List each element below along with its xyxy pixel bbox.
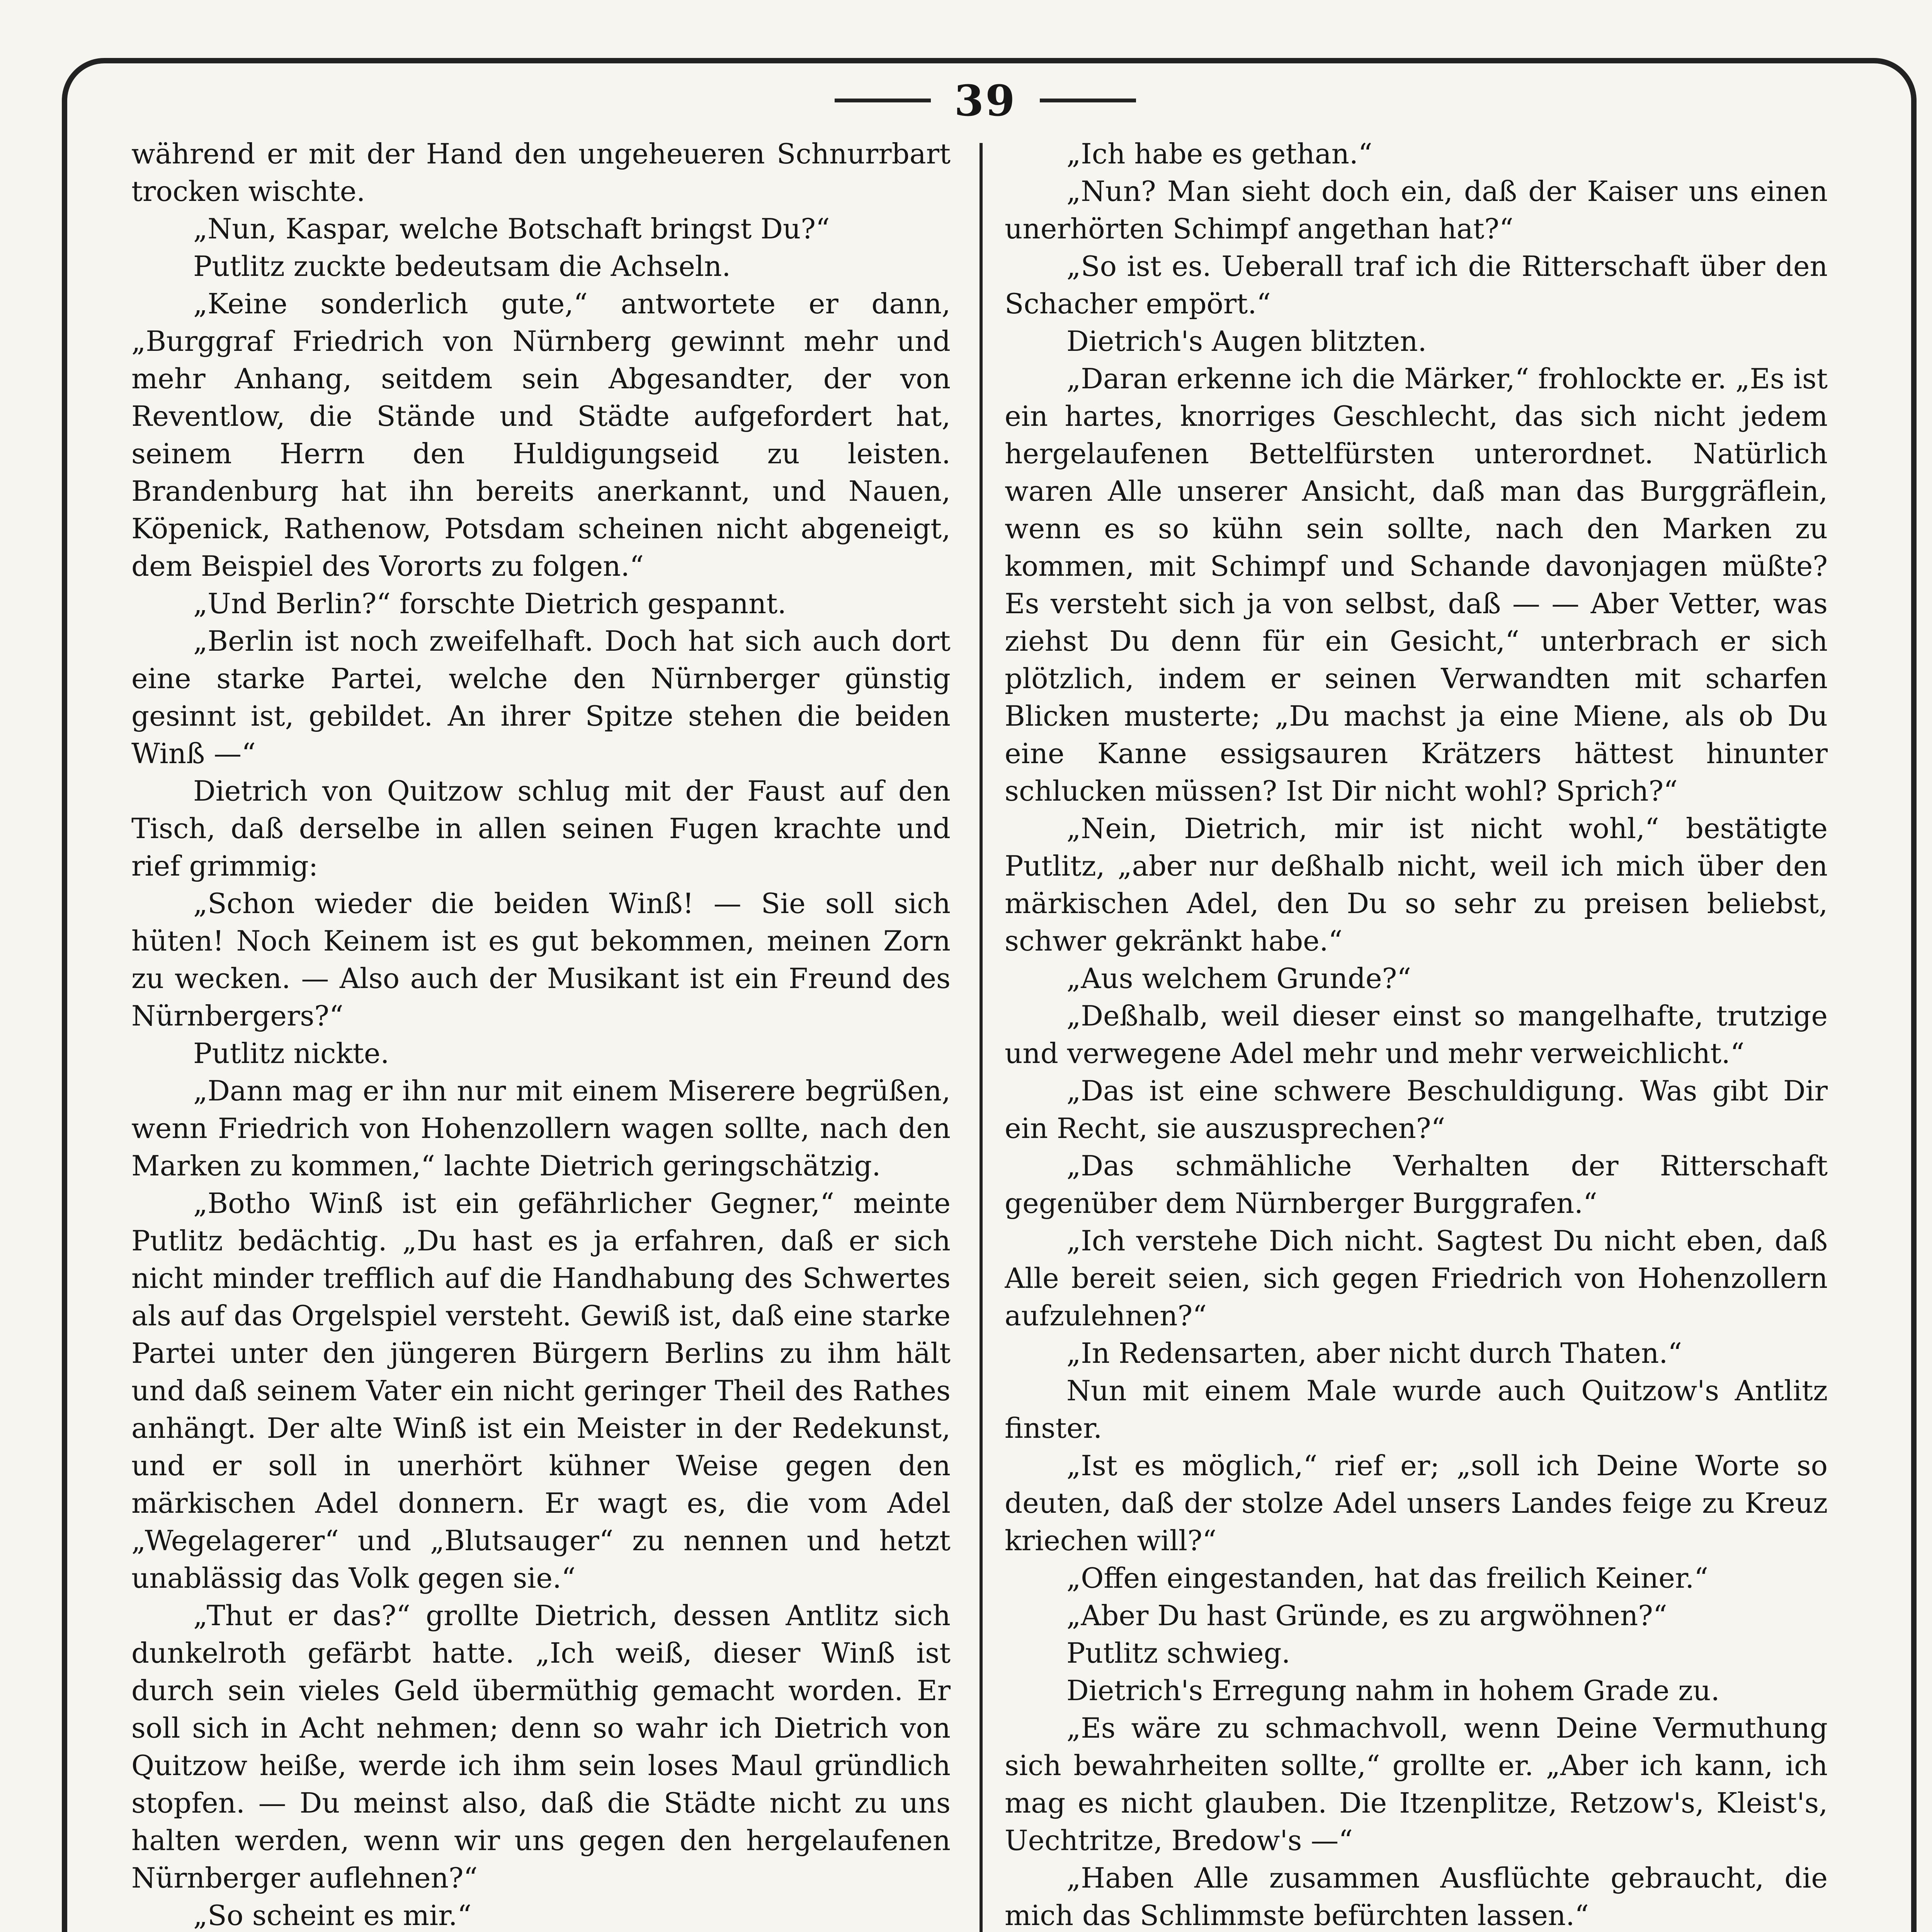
paragraph: Putlitz nickte. — [193, 1037, 389, 1070]
paragraph: Dietrich's Erregung nahm in hohem Grade zu. — [1066, 1674, 1720, 1707]
paragraph: „So scheint es mir.“ — [193, 1899, 472, 1932]
header-rule-right — [1040, 99, 1136, 102]
paragraph: „Das schmähliche Verhalten der Ritterschaft gegenüber dem Nürnberger Burggrafen.“ — [1005, 1150, 1828, 1219]
paragraph: „Es wäre zu schmachvoll, wenn Deine Vermuthung sich bewahrheiten sollte,“ grollte er. „Aber ich kann, ich mag es nicht glauben. Die Itzenplitze, Retzow's, Kleist's, Uechtritze, Bredow's —“ — [1005, 1712, 1828, 1857]
paragraph: Putlitz zuckte bedeutsam die Achseln. — [193, 250, 731, 282]
paragraph: Dietrich's Augen blitzten. — [1066, 325, 1427, 357]
paragraph: „Thut er das?“ grollte Dietrich, dessen Antlitz sich dunkelroth gefärbt hatte. „Ich weiß, dieser Winß ist durch sein vieles Geld übermüthig gemacht worden. Er soll sich in Acht nehmen; denn so wahr ich Dietrich von Quitzow heiße, werde ich ihm sein loses Maul gründlich stopfen. — Du meinst also, daß die Städte nicht zu uns halten werden, wenn wir uns gegen den hergelaufenen Nürnberger auflehnen?“ — [131, 1599, 951, 1894]
column-divider — [980, 143, 983, 1932]
paragraph: Nun mit einem Male wurde auch Quitzow's Antlitz finster. — [1005, 1374, 1828, 1444]
header-rule-left — [835, 99, 931, 102]
paragraph: „Keine sonderlich gute,“ antwortete er dann, „Burggraf Friedrich von Nürnberg gewinnt mehr und mehr Anhang, seitdem sein Abgesandter, der von Reventlow, die Stände und Städte aufgefordert hat, seinem Herrn den Huldigungseid zu leisten. Brandenburg hat ihn bereits anerkannt, und Nauen, Köpenick, Rathenow, Potsdam scheinen nicht abgeneigt, dem Beispiel des Vororts zu folgen.“ — [131, 287, 951, 582]
paragraph: „Nun, Kaspar, welche Botschaft bringst Du?“ — [193, 213, 830, 245]
paragraph: „Ich verstehe Dich nicht. Sagtest Du nicht eben, daß Alle bereit seien, sich gegen Friedrich von Hohenzollern aufzulehnen?“ — [1005, 1225, 1828, 1332]
paragraph: Dietrich von Quitzow schlug mit der Faust auf den Tisch, daß derselbe in allen seinen Fugen krachte und rief grimmig: — [131, 775, 951, 882]
paragraph: Putlitz schwieg. — [1066, 1637, 1291, 1669]
paragraph: „Ist es möglich,“ rief er; „soll ich Deine Worte so deuten, daß der stolze Adel unsers Landes feige zu Kreuz kriechen will?“ — [1005, 1449, 1828, 1557]
paragraph: „Schon wieder die beiden Winß! — Sie soll sich hüten! Noch Keinem ist es gut bekommen, meinen Zorn zu wecken. — Also auch der Musikant ist ein Freund des Nürnbergers?“ — [131, 887, 951, 1032]
paragraph: „Berlin ist noch zweifelhaft. Doch hat sich auch dort eine starke Partei, welche den Nürnberger günstig gesinnt ist, gebildet. An ihrer Spitze stehen die beiden Winß —“ — [131, 625, 951, 770]
paragraph: „Botho Winß ist ein gefährlicher Gegner,“ meinte Putlitz bedächtig. „Du hast es ja erfahren, daß er sich nicht minder trefflich auf die Handhabung des Schwertes als auf das Orgelspiel versteht. Gewiß ist, daß eine starke Partei unter den jüngeren Bürgern Berlins zu ihm hält und daß seinem Vater ein nicht geringer Theil des Rathes anhängt. Der alte Winß ist ein Meister in der Redekunst, und er soll in unerhört kühner Weise gegen den märkischen Adel donnern. Er wagt es, die vom Adel „Wegelagerer“ und „Blutsauger“ zu nennen und hetzt unablässig das Volk gegen sie.“ — [131, 1187, 951, 1594]
paragraph: „Nun? Man sieht doch ein, daß der Kaiser uns einen unerhörten Schimpf angethan hat?“ — [1005, 175, 1828, 245]
paragraph: „Das ist eine schwere Beschuldigung. Was gibt Dir ein Recht, sie auszusprechen?“ — [1005, 1075, 1828, 1145]
page-number: 39 — [954, 75, 1017, 126]
paragraph: „Aus welchem Grunde?“ — [1066, 962, 1412, 995]
paragraph: „Dann mag er ihn nur mit einem Miserere begrüßen, wenn Friedrich von Hohenzollern wagen sollte, nach den Marken zu kommen,“ lachte Dietrich geringschätzig. — [131, 1075, 951, 1182]
paragraph: während er mit der Hand den ungeheueren Schnurrbart trocken wischte. — [131, 138, 951, 207]
paragraph: „Und Berlin?“ forschte Dietrich gespannt. — [193, 587, 787, 620]
paragraph: „So ist es. Ueberall traf ich die Ritterschaft über den Schacher empört.“ — [1005, 250, 1828, 320]
paragraph: „In Redensarten, aber nicht durch Thaten.“ — [1066, 1337, 1682, 1369]
paragraph: „Daran erkenne ich die Märker,“ frohlockte er. „Es ist ein hartes, knorriges Geschlecht, das sich nicht jedem hergelaufenen Bettelfürsten unterordnet. Natürlich waren Alle unserer Ansicht, daß man das Burggräflein, wenn es so kühn sein sollte, nach den Marken zu kommen, mit Schimpf und Schande davonjagen müßte? Es versteht sich ja von selbst, daß — — Aber Vetter, was ziehst Du denn für ein Gesicht,“ unterbrach er sich plötzlich, indem er seinen Verwandten mit scharfen Blicken musterte; „Du machst ja eine Miene, als ob Du eine Kanne essigsauren Krätzers hättest hinunter schlucken müssen? Ist Dir nicht wohl? Sprich?“ — [1005, 362, 1828, 807]
paragraph: „Nein, Dietrich, mir ist nicht wohl,“ bestätigte Putlitz, „aber nur deßhalb nicht, weil ich mich über den märkischen Adel, den Du so sehr zu preisen beliebst, schwer gekränkt habe.“ — [1005, 812, 1828, 957]
paragraph: „Haben Alle zusammen Ausflüchte gebraucht, die mich das Schlimmste befürchten lassen.“ — [1005, 1862, 1828, 1932]
paragraph: „Aber Du hast Gründe, es zu argwöhnen?“ — [1066, 1599, 1667, 1632]
paragraph: „Ich habe es gethan.“ — [1066, 138, 1372, 170]
left-column — [131, 135, 951, 1932]
page-header — [835, 70, 1136, 131]
paragraph: „Deßhalb, weil dieser einst so mangelhafte, trutzige und verwegene Adel mehr und mehr verweichlicht.“ — [1005, 1000, 1828, 1070]
paragraph: „Offen eingestanden, hat das freilich Keiner.“ — [1066, 1562, 1709, 1594]
right-column — [1005, 135, 1828, 1932]
